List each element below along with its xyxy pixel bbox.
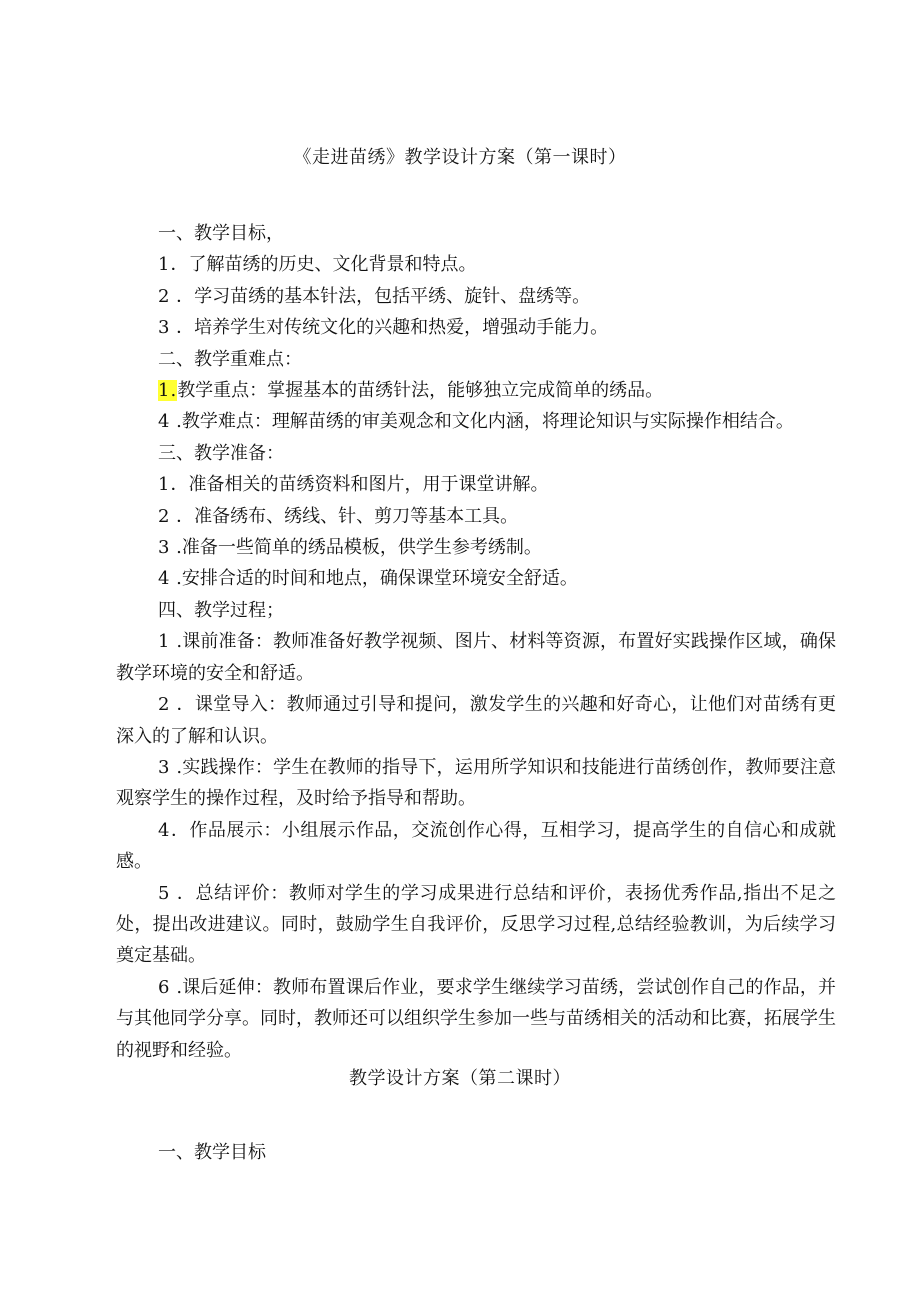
item-text: 三、教学准备：: [158, 442, 284, 464]
paragraph: [116, 438, 836, 469]
item-number: 3: [158, 537, 171, 559]
item-number: 4: [158, 819, 171, 841]
item-text: 二、教学重难点：: [158, 348, 302, 370]
item-text: 一、教学目标: [158, 1142, 266, 1163]
item-text: 一、教学目标，: [158, 223, 284, 244]
item-text: .教学难点：理解苗绣的审美观念和文化内涵，将理论知识与实际操作相结合。: [170, 411, 794, 433]
lesson1-body: [116, 218, 836, 1066]
item-text: .课后延伸：教师布置课后作业，要求学生继续学习苗绣，尝试创作自己的作品，并与其他同学分享。同时，教师还可以组织学生参加一些与苗绣相关的活动和比赛，拓展学生的视野和经验。: [116, 976, 836, 1061]
item-text: ．培养学生对传统文化的兴趣和热爱，增强动手能力。: [170, 317, 609, 339]
item-text: .实践操作：学生在教师的指导下，运用所学知识和技能进行苗绣创作，教师要注意观察学生的操作过程，及时给予指导和帮助。: [116, 756, 836, 810]
paragraph: [116, 626, 836, 689]
item-text: ．课堂导入：教师通过引导和提问，激发学生的兴趣和好奇心，让他们对苗绣有更深入的了解和认识。: [116, 694, 836, 747]
item-number: 2: [158, 694, 171, 716]
paragraph: [116, 469, 836, 500]
paragraph: [116, 972, 836, 1066]
paragraph: [116, 312, 836, 343]
item-number: 1: [158, 631, 171, 653]
paragraph: [116, 752, 836, 815]
paragraph: [116, 218, 836, 249]
item-text: .准备一些简单的绣品模板，供学生参考绣制。: [170, 537, 542, 559]
item-text: 四、教学过程；: [158, 599, 284, 621]
item-number: 6: [158, 976, 171, 998]
item-text: 教学重点：掌握基本的苗绣针法，能够独立完成简单的绣品。: [177, 380, 664, 402]
item-number: 3: [158, 317, 171, 339]
lesson2-title: 教学设计方案（第二课时）: [349, 1068, 571, 1089]
item-text: ．了解苗绣的历史、文化背景和特点。: [170, 254, 477, 276]
item-number: 2: [158, 285, 171, 307]
item-text: ．学习苗绣的基本针法，包括平绣、旋针、盘绣等。: [170, 285, 591, 307]
paragraph: [116, 281, 836, 312]
paragraph: [116, 595, 836, 626]
item-text: ．准备绣布、绣线、针、剪刀等基本工具。: [170, 505, 519, 527]
paragraph: [116, 878, 836, 972]
item-text: ．作品展示：小组展示作品，交流创作心得，互相学习，提高学生的自信心和成就感。: [116, 819, 836, 873]
item-number: 1.: [158, 380, 178, 402]
paragraph: [116, 501, 836, 532]
paragraph: [116, 344, 836, 375]
lesson1-title: 《走进苗绣》教学设计方案（第一课时）: [293, 147, 627, 168]
item-number: 5: [158, 882, 171, 904]
item-number: 1: [158, 254, 171, 276]
paragraph: [116, 406, 836, 437]
paragraph: [116, 1137, 836, 1168]
item-number: 4: [158, 568, 171, 590]
item-text: .课前准备：教师准备好教学视频、图片、材料等资源，布置好实践操作区域，确保教学环境的安全和舒适。: [116, 631, 836, 684]
paragraph: [116, 375, 836, 406]
item-text: .安排合适的时间和地点，确保课堂环境安全舒适。: [170, 568, 578, 590]
paragraph: [116, 689, 836, 752]
item-text: ．准备相关的苗绣资料和图片，用于课堂讲解。: [170, 474, 549, 496]
paragraph: [116, 815, 836, 878]
item-number: 1: [158, 474, 171, 496]
lesson2-body: [116, 1137, 836, 1168]
item-number: 2: [158, 505, 171, 527]
paragraph: [116, 249, 836, 280]
paragraph: [116, 563, 836, 594]
paragraph: [116, 532, 836, 563]
item-number: 3: [158, 756, 171, 778]
item-number: 4: [158, 411, 171, 433]
item-text: ．总结评价：教师对学生的学习成果进行总结和评价，表扬优秀作品,指出不足之处，提出改进建议。同时，鼓励学生自我评价，反思学习过程,总结经验教训，为后续学习奠定基础。: [116, 882, 836, 967]
